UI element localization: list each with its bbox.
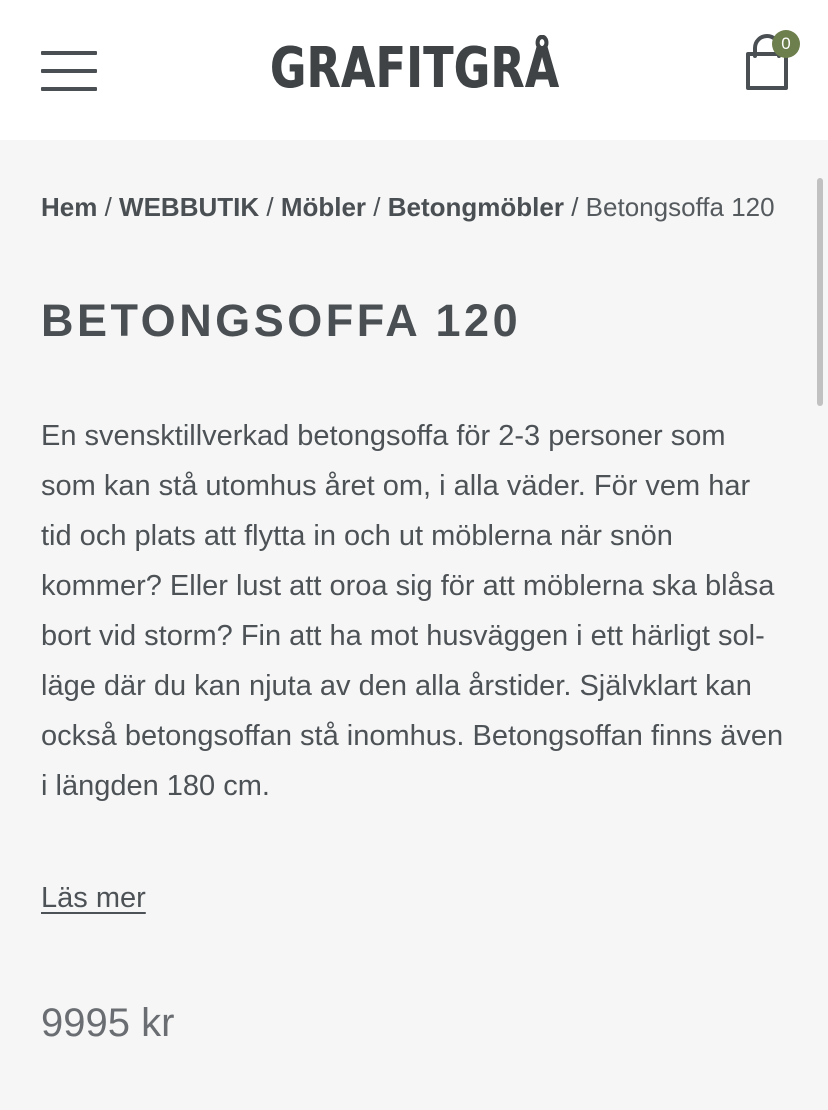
breadcrumb-link-betongmobler[interactable]: Betongmöbler: [387, 192, 564, 222]
breadcrumb-link-webbutik[interactable]: WEBBUTIK: [119, 192, 260, 222]
breadcrumb-current: Betongsoffa 120: [585, 192, 775, 222]
menu-line: [41, 87, 97, 91]
breadcrumb: [41, 190, 811, 224]
menu-line: [41, 69, 97, 73]
breadcrumb-separator: /: [104, 192, 120, 222]
breadcrumb-separator: /: [373, 192, 388, 222]
hamburger-menu-icon[interactable]: [41, 51, 97, 93]
logo-text: GRAFITGRÅ: [270, 35, 560, 101]
product-price: 9995 kr: [41, 1001, 175, 1045]
read-more-link[interactable]: Läs mer: [41, 882, 146, 914]
product-description: En svensktillverkad betongsoffa för 2-3 personer som som kan stå utomhus året om, i alla väder. För vem har tid och plats att flytta in och ut möblerna när snön kommer? Eller lust att oroa sig för att möblerna ska blåsa bort vid storm? Fin att ha mot husväggen i ett härligt sol-läge där du kan njuta av den alla årstider. Självklart kan också betongsoffan stå inomhus. Betongsoffan finns även i längden 180 cm.: [41, 420, 784, 802]
breadcrumb-separator: /: [571, 192, 586, 222]
scrollbar[interactable]: [817, 178, 823, 406]
cart-count-badge: 0: [772, 30, 800, 58]
menu-line: [41, 51, 97, 55]
breadcrumb-link-home[interactable]: Hem: [41, 192, 98, 222]
breadcrumb-link-mobler[interactable]: Möbler: [280, 192, 367, 222]
breadcrumb-separator: /: [266, 192, 281, 222]
site-header: [0, 0, 828, 140]
product-title: BETONGSOFFA 120: [41, 295, 522, 346]
site-logo[interactable]: [270, 30, 560, 106]
